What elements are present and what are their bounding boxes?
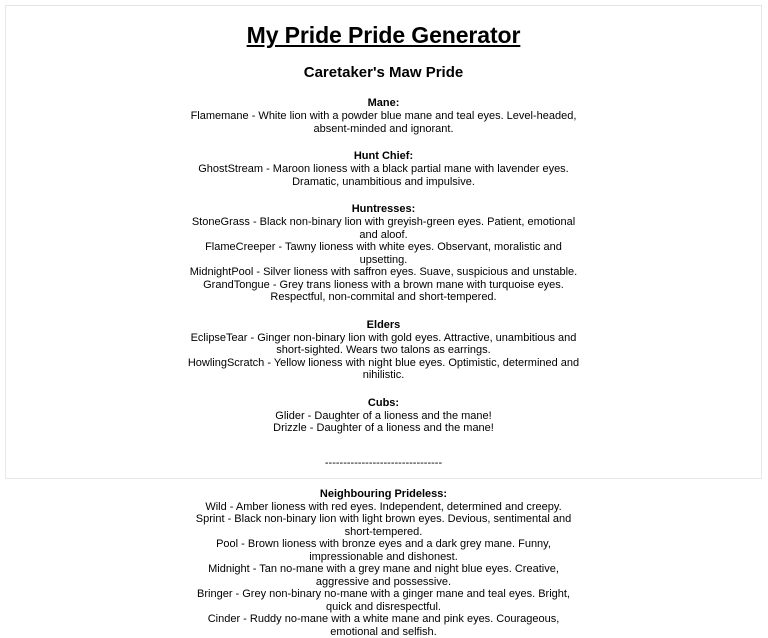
member-line: StoneGrass - Black non-binary lion with greyish-green eyes. Patient, emotional and aloof. (188, 216, 580, 241)
section-mane (188, 97, 580, 135)
page-title: My Pride Pride Generator (188, 21, 580, 49)
section-heading-huntresses: Huntresses: (188, 203, 580, 216)
section-heading-mane: Mane: (188, 97, 580, 110)
member-line: Midnight - Tan no-mane with a grey mane and night blue eyes. Creative, aggressive and possessive. (188, 563, 580, 588)
section-heading-neighbouring-prideless: Neighbouring Prideless: (188, 488, 580, 501)
section-neighbouring-prideless (188, 488, 580, 638)
member-line: GhostStream - Maroon lioness with a black partial mane with lavender eyes. Dramatic, unambitious and impulsive. (188, 163, 580, 188)
member-line: Flamemane - White lion with a powder blue mane and teal eyes. Level-headed, absent-minded and ignorant. (188, 110, 580, 135)
member-line: Sprint - Black non-binary lion with light brown eyes. Devious, sentimental and short-tempered. (188, 513, 580, 538)
section-huntresses (188, 203, 580, 304)
section-heading-elders: Elders (188, 319, 580, 332)
member-line: Drizzle - Daughter of a lioness and the mane! (188, 422, 580, 435)
section-divider: -------------------------------- (188, 457, 580, 470)
member-line: Glider - Daughter of a lioness and the mane! (188, 410, 580, 423)
member-line: EclipseTear - Ginger non-binary lion with gold eyes. Attractive, unambitious and short-sighted. Wears two talons as earrings. (188, 332, 580, 357)
member-line: Wild - Amber lioness with red eyes. Independent, determined and creepy. (188, 501, 580, 514)
section-cubs (188, 397, 580, 435)
member-line: HowlingScratch - Yellow lioness with night blue eyes. Optimistic, determined and nihilistic. (188, 357, 580, 382)
section-heading-hunt-chief: Hunt Chief: (188, 150, 580, 163)
member-line: Pool - Brown lioness with bronze eyes and a dark grey mane. Funny, impressionable and dishonest. (188, 538, 580, 563)
member-line: MidnightPool - Silver lioness with saffron eyes. Suave, suspicious and unstable. (188, 266, 580, 279)
member-line: FlameCreeper - Tawny lioness with white eyes. Observant, moralistic and upsetting. (188, 241, 580, 266)
member-line: Bringer - Grey non-binary no-mane with a ginger mane and teal eyes. Bright, quick and disrespectful. (188, 588, 580, 613)
member-line: GrandTongue - Grey trans lioness with a brown mane with turquoise eyes. Respectful, non-commital and short-tempered. (188, 279, 580, 304)
generator-content (188, 6, 580, 638)
section-heading-cubs: Cubs: (188, 397, 580, 410)
page-frame (5, 5, 762, 479)
page-scroll-area[interactable] (6, 6, 761, 478)
member-line: Cinder - Ruddy no-mane with a white mane and pink eyes. Courageous, emotional and selfish. (188, 613, 580, 638)
pride-name-subtitle: Caretaker's Maw Pride (188, 63, 580, 82)
section-hunt-chief (188, 150, 580, 188)
section-elders (188, 319, 580, 382)
